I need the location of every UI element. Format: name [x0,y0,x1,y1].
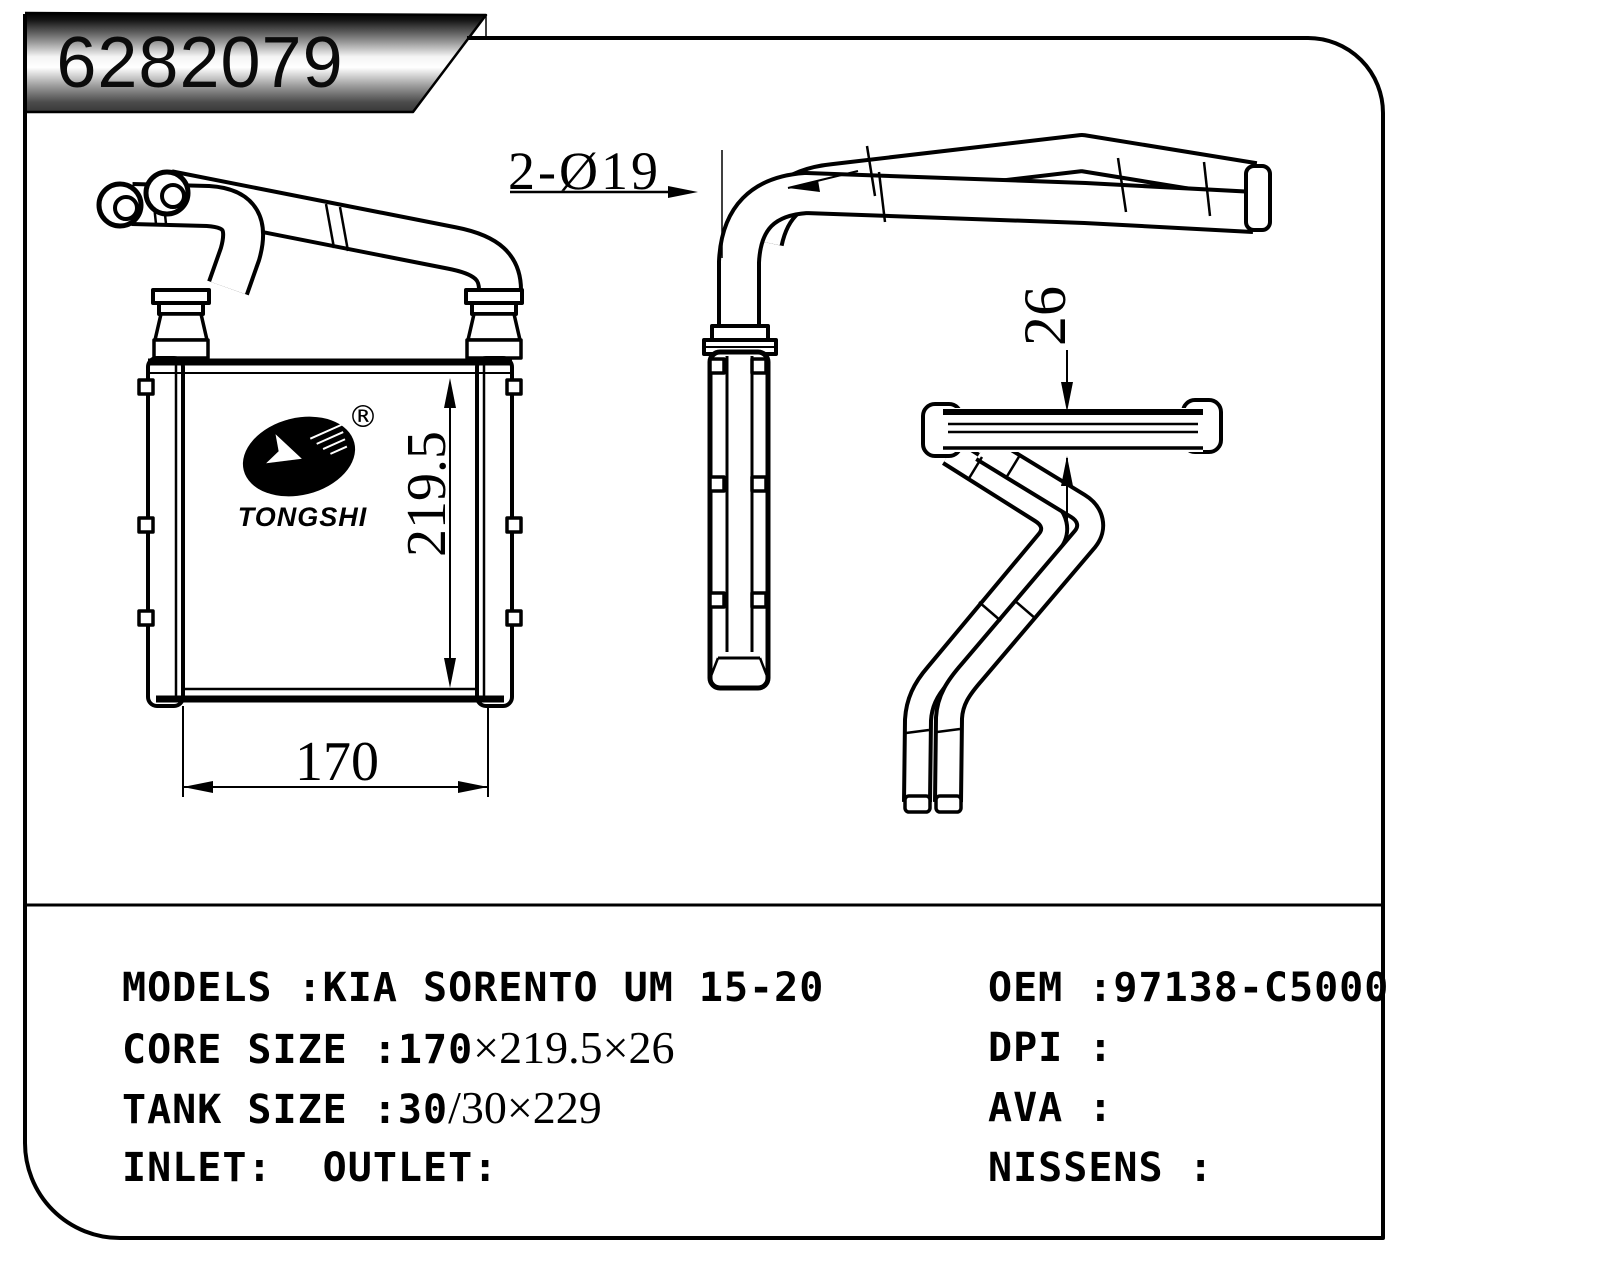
pipe-end-cap [1246,166,1270,230]
spec-row [122,962,824,1022]
dimension-core-depth: 26 [1011,286,1078,346]
spec-row [988,1022,1389,1082]
spec-row [988,962,1389,1022]
spec-row [122,1142,824,1202]
top-view [905,400,1221,812]
spec-segment: /30×229 [448,1082,602,1133]
spec-segment: NISSENS : [988,1145,1214,1191]
spec-segment: DPI : [988,1025,1114,1071]
spec-segment: MODELS :KIA SORENTO UM 15-20 [122,965,825,1011]
part-number: 6282079 [56,22,344,103]
registered-mark: ® [348,400,378,435]
spec-row [122,1022,824,1082]
specs-right [988,962,1389,1202]
right-pipe-fitting [466,290,522,358]
spec-segment: TANK SIZE :30 [122,1087,449,1133]
specs-left [122,962,824,1202]
spec-segment: ×219.5×26 [473,1022,675,1073]
spec-row [988,1142,1389,1202]
spec-segment: OEM :97138-C5000 [988,965,1390,1011]
dimension-core-height: 219.5 [396,431,458,557]
spec-segment: AVA : [988,1085,1114,1131]
left-pipe-fitting [153,290,209,358]
dimension-core-width: 170 [295,731,379,793]
dimension-pipe-diameter: 2-Ø19 [508,141,661,201]
spec-row [988,1082,1389,1142]
spec-segment: INLET: OUTLET: [122,1145,499,1191]
spec-segment: CORE SIZE :170 [122,1027,474,1073]
logo-speedline [310,424,342,440]
side-body [710,352,768,688]
spec-row [122,1082,824,1142]
logo-wordmark: TONGSHI [237,502,368,532]
logo-speedline [330,446,347,455]
logo-arrow-icon: ➤ [257,421,313,485]
